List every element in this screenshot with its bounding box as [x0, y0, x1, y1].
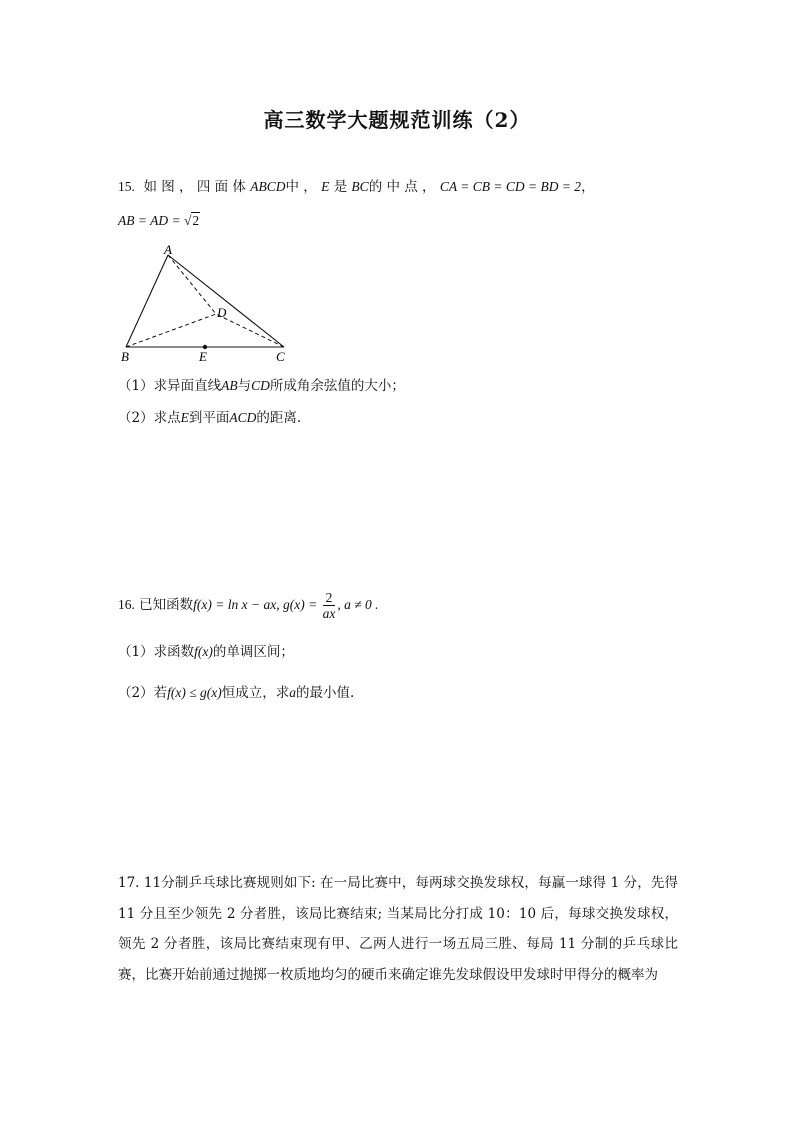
q16-equation: = ln x − ax, [211, 597, 283, 612]
q15-part1-cd: CD [251, 378, 270, 393]
label-e: E [199, 349, 207, 364]
q16-part2-inequality: f(x) ≤ g(x) [167, 685, 222, 700]
q15-part2-c: 的距离. [256, 410, 302, 426]
q16-part2-c: 的最小值. [295, 685, 355, 701]
q15-part2-a: （2）求点 [118, 410, 181, 426]
q15-sqrt-radicand: 2 [192, 213, 200, 228]
q16-part1-b: 的单调区间； [212, 644, 294, 660]
q16-fraction-denominator: ax [322, 606, 336, 621]
q16-part1 [118, 640, 294, 660]
q15-intro-b: 中 ， [285, 179, 317, 195]
label-a: A [164, 242, 172, 257]
q16-part2-var: a [289, 685, 296, 700]
q15-tetrahedron: ABCD [250, 179, 286, 194]
page-title: 高三数学大题规范训练（2） [263, 108, 531, 132]
q15-equation-1: CA = CB = CD = BD = 2 [439, 179, 582, 194]
label-d: D [217, 305, 227, 320]
label-c: C [276, 349, 285, 364]
q15-tetrahedron-figure [110, 240, 310, 368]
q16-fraction-numerator: 2 [323, 590, 336, 606]
q15-part1-b: 与 [237, 378, 252, 394]
q15-intro-c: 是 [333, 179, 348, 195]
q15-statement-line1 [118, 175, 595, 195]
q16-part1-a: （1）求函数 [118, 644, 195, 660]
q16-fraction [323, 590, 336, 621]
q15-part1-ab: AB [221, 378, 238, 393]
edge-ac [168, 255, 284, 347]
q15-part2-b: 到平面 [188, 410, 230, 426]
edge-ad [168, 255, 216, 314]
q15-part1-c: 所成角余弦值的大小； [269, 378, 405, 394]
q15-equation-2: AB = AD = [118, 213, 184, 228]
q16-equals: = [304, 597, 321, 612]
q15-point-e: E [321, 179, 330, 194]
q15-intro-d: 的 中 点 ， [368, 179, 436, 195]
q15-part1 [118, 374, 405, 394]
q15-part1-a: （1）求异面直线 [118, 378, 222, 394]
q17-paragraph: 17. 11分制乒乓球比赛规则如下: 在一局比赛中，每两球交换发球权，每赢一球得 1 分，先得 11 分且至少领先 2 分者胜，该局比赛结束; 当某局比分打成 10：10 后，每球交换发球权，领先 2 分者胜，该局比赛结束现有甲、乙两人进行一场五局三胜、每局 11 分制的乒乓球比赛，比赛开始前通过抛掷一枚质地均匀的硬币来确定谁先发球假设甲发球时甲得分的概率为 [118, 875, 678, 983]
q15-comma: ， [581, 179, 595, 195]
edge-ab [126, 255, 168, 347]
q16-part2-a: （2）若 [118, 685, 168, 701]
q16-fx: f(x) [193, 597, 212, 612]
label-b: B [121, 349, 129, 364]
q16-gx: g(x) [283, 597, 305, 612]
q15-sqrt [184, 212, 200, 228]
q15-number: 15. [118, 179, 135, 194]
q16-intro: 已知函数 [139, 597, 194, 613]
q16-part2 [118, 681, 354, 701]
q16-part1-fx: f(x) [194, 644, 213, 659]
edge-bd [126, 314, 216, 347]
q15-part2 [118, 406, 301, 426]
q16-condition: , a ≠ 0 . [337, 597, 379, 612]
sqrt-sign: √ [183, 213, 192, 228]
q16-number: 16. [118, 597, 135, 612]
q15-segment-bc: BC [351, 179, 369, 194]
q15-part2-e: E [180, 410, 189, 425]
q16-statement [118, 590, 379, 621]
q16-part2-b: 恒成立，求 [221, 685, 290, 701]
q15-part2-acd: ACD [229, 410, 257, 425]
q15-intro-a: 如 图 ， 四 面 体 [143, 179, 246, 195]
q15-statement-line2 [118, 213, 200, 229]
